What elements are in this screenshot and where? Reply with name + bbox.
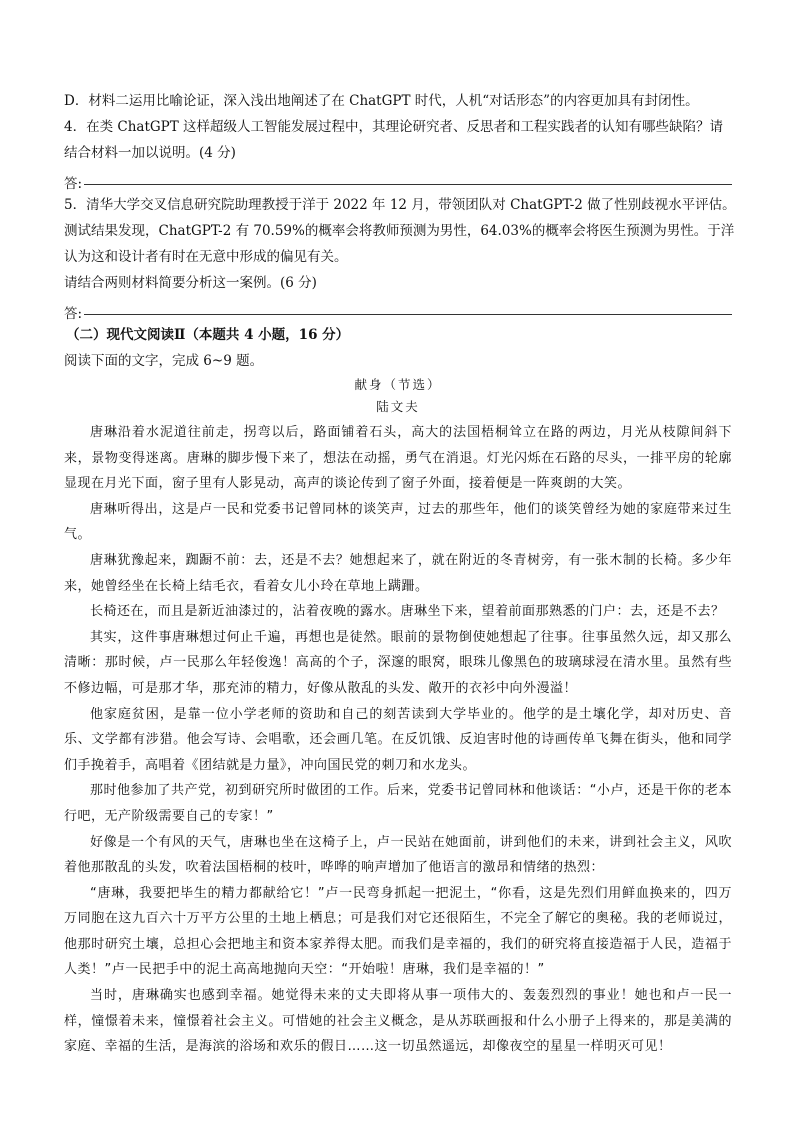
exam-page xyxy=(64,88,736,1060)
answer-label: 答: xyxy=(64,176,83,192)
essay-paragraph: 好像是一个有风的天气，唐琳也坐在这椅子上，卢一民站在她面前，讲到他们的未来，讲到社会主义，风吹着他那散乱的头发，吹着法国梧桐的枝叶，哗哗的响声增加了他语言的激昂和情绪的热烈： xyxy=(64,834,732,876)
essay-paragraph: 唐琳沿着水泥道往前走，拐弯以后，路面铺着石头，高大的法国梧桐耸立在路的两边，月光从枝隙间斜下来，景物变得迷离。唐琳的脚步慢下来了，想法在动摇，勇气在消退。灯光闪烁在石路的尽头，一排平房的轮廓显现在月光下面，窗子里有人影晃动，高声的谈论传到了窗子外面，接着便是一阵爽朗的大笑。 xyxy=(64,425,732,492)
essay-paragraph: 长椅还在，而且是新近油漆过的，沾着夜晚的露水。唐琳坐下来，望着前面那熟悉的门户：去，还是不去？ xyxy=(90,604,725,620)
answer-rule xyxy=(84,297,732,315)
question-4-line-2: 结合材料一加以说明。(4 分) xyxy=(64,145,236,161)
question-4-line-1: 4．在类 ChatGPT 这样超级人工智能发展过程中，其理论研究者、反思者和工程实践者的认知有哪些缺陷？请 xyxy=(64,119,724,135)
essay-paragraph: 唐琳犹豫起来，踟蹰不前：去，还是不去？她想起来了，就在附近的冬青树旁，有一张木制的长椅。多少年来，她曾经坐在长椅上结毛衣，看着女儿小玲在草地上蹒跚。 xyxy=(64,552,732,594)
question-5-line-2: 测试结果发现，ChatGPT-2 有 70.59%的概率会将教师预测为男性，64.03%的概率会将医生预测为男性。于洋 xyxy=(64,223,735,239)
question-5-line-3: 认为这和设计者有时在无意中形成的偏见有关。 xyxy=(64,249,348,265)
essay-title: 献身（节选） xyxy=(354,377,442,392)
essay xyxy=(64,374,732,1060)
answer-rule xyxy=(84,167,732,185)
essay-paragraph: 其实，这件事唐琳想过何止千遍，再想也是徒然。眼前的景物倒使她想起了往事。往事虽然久远，却又那么清晰：那时候，卢一民那么年轻俊逸！高高的个子，深邃的眼窝，眼珠儿像黑色的玻璃球浸在清水里。虽然有些不修边幅，可是那才华，那充沛的精力，好像从散乱的头发、敞开的衣衫中向外漫溢！ xyxy=(64,629,732,696)
section-heading: （二）现代文阅读Ⅱ（本题共 4 小题，16 分） xyxy=(66,327,350,343)
question-5-line-1: 5．清华大学交叉信息研究院助理教授于洋于 2022 年 12 月，带领团队对 ChatGPT-2 做了性别歧视水平评估。 xyxy=(64,197,736,213)
essay-paragraph: 唐琳听得出，这是卢一民和党委书记曾同林的谈笑声，过去的那些年，他们的谈笑曾经为她的家庭带来过生气。 xyxy=(64,501,732,543)
question-5-line-4: 请结合两则材料简要分析这一案例。(6 分) xyxy=(64,275,317,291)
essay-paragraph: 他家庭贫困，是靠一位小学老师的资助和自己的刻苦读到大学毕业的。他学的是土壤化学，却对历史、音乐、文学都有涉猎。他会写诗、会唱歌，还会画几笔。在反饥饿、反迫害时他的诗画传单飞舞在街头，他和同学们手挽着手，高唱着《团结就是力量》，冲向国民党的刺刀和水龙头。 xyxy=(64,706,732,773)
answer-line-q5[interactable] xyxy=(64,296,732,322)
essay-paragraph: 那时他参加了共产党，初到研究所时做团的工作。后来，党委书记曾同林和他谈话：“小卢，还是干你的老本行吧，无产阶级需要自己的专家！” xyxy=(64,783,732,824)
essay-paragraph: 当时，唐琳确实也感到幸福。她觉得未来的丈夫即将从事一项伟大的、轰轰烈烈的事业！她也和卢一民一样，憧憬着未来，憧憬着社会主义。可惜她的社会主义概念，是从苏联画报和什么小册子上得来的，那是美满的家庭、幸福的生活，是海滨的浴场和欢乐的假日……这一切虽然遥远，却像夜空的星星一样明灭可见！ xyxy=(64,988,732,1055)
option-d: D．材料二运用比喻论证，深入浅出地阐述了在 ChatGPT 时代，人机“对话形态”的内容更加具有封闭性。 xyxy=(64,93,699,109)
essay-paragraph: “唐琳，我要把毕生的精力都献给它！”卢一民弯身抓起一把泥土，“你看，这是先烈们用鲜血换来的，四万万同胞在这九百六十万平方公里的土地上栖息；可是我们对它还很陌生，不完全了解它的奥秘。我的老师说过，他那时研究土壤，总担心会把地主和资本家养得太肥。而我们是幸福的，我们的研究将直接造福于人民，造福于人类！”卢一民把手中的泥土高高地抛向天空：“开始啦！唐琳，我们是幸福的！” xyxy=(64,885,732,978)
section-instruction: 阅读下面的文字，完成 6~9 题。 xyxy=(64,353,264,369)
essay-author: 陆文夫 xyxy=(376,399,420,414)
answer-line-q4[interactable] xyxy=(64,166,732,192)
answer-label: 答: xyxy=(64,306,83,322)
